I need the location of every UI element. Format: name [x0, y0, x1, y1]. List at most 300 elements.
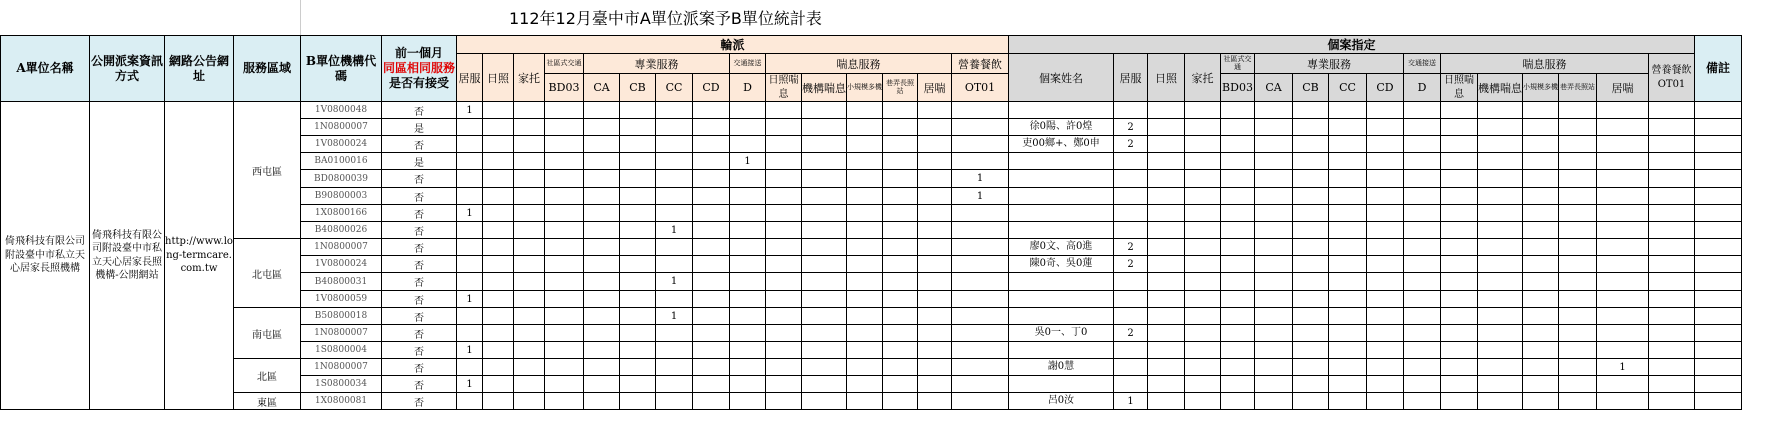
empty-cell [1329, 170, 1367, 188]
empty-cell [584, 342, 620, 359]
value-cell-name: 吏00鄉+、鄭0申 [1009, 136, 1114, 153]
rot-meal [952, 54, 1009, 74]
empty-cell [918, 342, 952, 359]
empty-cell [1221, 291, 1255, 308]
empty-cell [1114, 359, 1148, 376]
empty-cell [584, 188, 620, 205]
empty-cell [847, 325, 883, 342]
empty-cell [545, 342, 584, 359]
empty-cell [483, 325, 514, 342]
empty-cell [1597, 222, 1649, 239]
empty-cell [918, 291, 952, 308]
table-row [1, 359, 1742, 376]
empty-cell [1559, 188, 1597, 205]
empty-cell [1695, 153, 1742, 170]
empty-cell [1597, 273, 1649, 291]
case-code-d: D [1404, 74, 1441, 102]
empty-cell [1559, 102, 1597, 119]
empty-cell [952, 102, 1009, 119]
empty-cell [847, 153, 883, 170]
empty-cell [802, 393, 847, 410]
empty-cell [1185, 376, 1221, 393]
b-code-cell: 1N0800007 [301, 119, 382, 136]
case-respite: 喘息服務 [1441, 54, 1649, 74]
empty-cell [1559, 239, 1597, 256]
empty-cell [693, 136, 730, 153]
empty-cell [1478, 170, 1523, 188]
empty-cell [918, 256, 952, 273]
empty-cell [656, 239, 693, 256]
empty-cell [656, 102, 693, 119]
empty-cell [656, 393, 693, 410]
empty-cell [514, 256, 545, 273]
empty-cell [1367, 205, 1404, 222]
empty-cell [1293, 342, 1329, 359]
empty-cell [1185, 136, 1221, 153]
empty-cell [584, 325, 620, 342]
empty-cell [620, 393, 656, 410]
empty-cell [766, 188, 802, 205]
empty-cell [1441, 153, 1478, 170]
empty-cell [1478, 222, 1523, 239]
empty-cell [883, 119, 918, 136]
empty-cell [1441, 342, 1478, 359]
empty-cell [483, 256, 514, 273]
value-cell-cba: 2 [1114, 325, 1148, 342]
empty-cell [1293, 359, 1329, 376]
empty-cell [545, 102, 584, 119]
empty-cell [802, 308, 847, 325]
rot-code-cd: CD [693, 74, 730, 102]
empty-cell [802, 291, 847, 308]
empty-cell [1329, 102, 1367, 119]
rot-community: 社區式交通 [545, 54, 584, 74]
empty-cell [1009, 342, 1114, 359]
empty-cell [952, 222, 1009, 239]
empty-cell [1523, 342, 1559, 359]
rot-inst-respite: 機構喘息 [802, 74, 847, 102]
table-body [1, 102, 1742, 410]
empty-cell [1597, 153, 1649, 170]
empty-cell [693, 325, 730, 342]
empty-cell [483, 188, 514, 205]
empty-cell [1185, 222, 1221, 239]
empty-cell [1404, 188, 1441, 205]
empty-cell [1367, 153, 1404, 170]
empty-cell [1695, 273, 1742, 291]
empty-cell [1329, 136, 1367, 153]
empty-cell [1404, 376, 1441, 393]
empty-cell [802, 239, 847, 256]
empty-cell [1695, 119, 1742, 136]
value-cell-cc: 1 [656, 273, 693, 291]
accepted-cell: 否 [382, 188, 457, 205]
empty-cell [1255, 325, 1293, 342]
empty-cell [1148, 273, 1185, 291]
empty-cell [1367, 308, 1404, 325]
empty-cell [1649, 153, 1695, 170]
empty-cell [656, 119, 693, 136]
empty-cell [584, 205, 620, 222]
empty-cell [1114, 205, 1148, 222]
b-code-cell: 1V0800048 [301, 102, 382, 119]
empty-cell [1559, 273, 1597, 291]
empty-cell [766, 376, 802, 393]
value-cell-name: 徐0陽、許0煌 [1009, 119, 1114, 136]
empty-cell [483, 359, 514, 376]
empty-cell [620, 136, 656, 153]
empty-cell [1148, 153, 1185, 170]
empty-cell [730, 222, 766, 239]
empty-cell [1148, 359, 1185, 376]
empty-cell [1009, 188, 1114, 205]
empty-cell [766, 170, 802, 188]
empty-cell [1367, 325, 1404, 342]
rot-respite: 喘息服務 [766, 54, 952, 74]
empty-cell [1293, 393, 1329, 410]
empty-cell [1221, 359, 1255, 376]
empty-cell [1597, 308, 1649, 325]
empty-cell [1597, 136, 1649, 153]
area-cell: 東區 [234, 393, 301, 410]
empty-cell [1148, 342, 1185, 359]
empty-cell [584, 153, 620, 170]
empty-cell [620, 273, 656, 291]
empty-cell [620, 222, 656, 239]
empty-cell [656, 205, 693, 222]
empty-cell [1559, 119, 1597, 136]
empty-cell [483, 153, 514, 170]
empty-cell [1695, 393, 1742, 410]
value-cell-chr: 1 [1597, 359, 1649, 376]
accepted-cell: 否 [382, 205, 457, 222]
empty-cell [1649, 102, 1695, 119]
empty-cell [693, 119, 730, 136]
empty-cell [584, 102, 620, 119]
empty-cell [1329, 239, 1367, 256]
empty-cell [656, 136, 693, 153]
empty-cell [730, 291, 766, 308]
empty-cell [1523, 188, 1559, 205]
empty-cell [883, 256, 918, 273]
empty-cell [847, 222, 883, 239]
empty-cell [1404, 239, 1441, 256]
empty-cell [1329, 205, 1367, 222]
empty-cell [1478, 136, 1523, 153]
empty-cell [1148, 188, 1185, 205]
empty-cell [1523, 239, 1559, 256]
empty-cell [918, 205, 952, 222]
empty-cell [1255, 205, 1293, 222]
empty-cell [1114, 153, 1148, 170]
empty-cell [730, 359, 766, 376]
empty-cell [766, 205, 802, 222]
empty-cell [1441, 239, 1478, 256]
empty-cell [918, 153, 952, 170]
value-cell-ba: 1 [457, 291, 483, 308]
empty-cell [1597, 291, 1649, 308]
empty-cell [1523, 308, 1559, 325]
empty-cell [1293, 205, 1329, 222]
empty-cell [1367, 119, 1404, 136]
empty-cell [1009, 153, 1114, 170]
empty-cell [730, 119, 766, 136]
empty-cell [1649, 239, 1695, 256]
empty-cell [1255, 153, 1293, 170]
rot-meal-code: OT01 [952, 74, 1009, 102]
empty-cell [918, 308, 952, 325]
empty-cell [693, 239, 730, 256]
empty-cell [1478, 188, 1523, 205]
b-code-cell: B90800003 [301, 188, 382, 205]
accepted-cell: 否 [382, 291, 457, 308]
accepted-cell: 否 [382, 222, 457, 239]
empty-cell [1367, 393, 1404, 410]
empty-cell [656, 291, 693, 308]
value-cell-name: 呂0汝 [1009, 393, 1114, 410]
empty-cell [457, 136, 483, 153]
empty-cell [656, 325, 693, 342]
case-home: 居服 [1114, 54, 1148, 102]
empty-cell [730, 205, 766, 222]
case-day: 日照 [1148, 54, 1185, 102]
empty-cell [545, 119, 584, 136]
empty-cell [766, 308, 802, 325]
accepted-cell: 是 [382, 153, 457, 170]
header-case-assign: 個案指定 [1009, 36, 1695, 54]
accepted-cell: 是 [382, 119, 457, 136]
empty-cell [1523, 170, 1559, 188]
empty-cell [1597, 102, 1649, 119]
empty-cell [847, 273, 883, 291]
empty-cell [1293, 376, 1329, 393]
empty-cell [1441, 393, 1478, 410]
empty-cell [1404, 359, 1441, 376]
empty-cell [1329, 376, 1367, 393]
empty-cell [1695, 205, 1742, 222]
empty-cell [1148, 239, 1185, 256]
value-cell-d: 1 [730, 153, 766, 170]
empty-cell [457, 170, 483, 188]
empty-cell [730, 325, 766, 342]
empty-cell [514, 342, 545, 359]
header-note: 備註 [1695, 36, 1742, 102]
empty-cell [918, 136, 952, 153]
empty-cell [1255, 393, 1293, 410]
area-cell: 南屯區 [234, 308, 301, 359]
empty-cell [483, 342, 514, 359]
empty-cell [1649, 393, 1695, 410]
empty-cell [483, 239, 514, 256]
accepted-cell: 否 [382, 273, 457, 291]
case-small-multi: 小規模多機 [1523, 74, 1559, 102]
accepted-cell: 否 [382, 342, 457, 359]
case-code-ca: CA [1255, 74, 1293, 102]
empty-cell [1404, 205, 1441, 222]
empty-cell [514, 273, 545, 291]
empty-cell [1148, 393, 1185, 410]
empty-cell [766, 136, 802, 153]
empty-cell [847, 102, 883, 119]
area-cell: 西屯區 [234, 102, 301, 239]
empty-cell [1441, 170, 1478, 188]
empty-cell [883, 188, 918, 205]
empty-cell [514, 102, 545, 119]
empty-cell [1649, 136, 1695, 153]
case-foster: 家托 [1185, 54, 1221, 102]
value-cell-ba: 1 [457, 342, 483, 359]
empty-cell [766, 102, 802, 119]
empty-cell [1478, 393, 1523, 410]
empty-cell [1221, 342, 1255, 359]
table-row [1, 239, 1742, 256]
empty-cell [847, 256, 883, 273]
empty-cell [730, 170, 766, 188]
empty-cell [514, 136, 545, 153]
empty-cell [730, 376, 766, 393]
empty-cell [620, 376, 656, 393]
accepted-cell: 否 [382, 325, 457, 342]
empty-cell [1441, 222, 1478, 239]
empty-cell [1329, 119, 1367, 136]
empty-cell [1695, 325, 1742, 342]
empty-cell [1649, 273, 1695, 291]
empty-cell [1404, 308, 1441, 325]
empty-cell [1559, 376, 1597, 393]
value-cell-ba: 1 [457, 376, 483, 393]
empty-cell [1221, 102, 1255, 119]
empty-cell [1367, 239, 1404, 256]
empty-cell [584, 119, 620, 136]
case-elder: 巷弄長照站 [1559, 74, 1597, 102]
empty-cell [1478, 376, 1523, 393]
empty-cell [1695, 291, 1742, 308]
empty-cell [457, 153, 483, 170]
empty-cell [1478, 102, 1523, 119]
empty-cell [483, 308, 514, 325]
empty-cell [883, 239, 918, 256]
empty-cell [730, 239, 766, 256]
empty-cell [1649, 119, 1695, 136]
empty-cell [883, 136, 918, 153]
empty-cell [1559, 256, 1597, 273]
empty-cell [584, 376, 620, 393]
empty-cell [1597, 239, 1649, 256]
empty-cell [1478, 153, 1523, 170]
empty-cell [1185, 273, 1221, 291]
empty-cell [620, 102, 656, 119]
empty-cell [457, 256, 483, 273]
empty-cell [1597, 256, 1649, 273]
empty-cell [883, 342, 918, 359]
empty-cell [1695, 136, 1742, 153]
empty-cell [1404, 102, 1441, 119]
value-cell-cc: 1 [656, 308, 693, 325]
empty-cell [1009, 102, 1114, 119]
empty-cell [730, 256, 766, 273]
empty-cell [545, 376, 584, 393]
empty-cell [1695, 170, 1742, 188]
empty-cell [584, 308, 620, 325]
b-code-cell: 1X0800081 [301, 393, 382, 410]
empty-cell [1523, 102, 1559, 119]
empty-cell [620, 256, 656, 273]
empty-cell [1114, 188, 1148, 205]
empty-cell [656, 359, 693, 376]
empty-cell [1404, 393, 1441, 410]
empty-cell [545, 256, 584, 273]
rot-elder: 巷弄長照站 [883, 74, 918, 102]
empty-cell [584, 393, 620, 410]
rot-meal-label: 營養餐飲 [958, 57, 1002, 71]
empty-cell [730, 308, 766, 325]
empty-cell [1114, 273, 1148, 291]
empty-cell [802, 153, 847, 170]
case-home-respite: 居喘 [1597, 74, 1649, 102]
empty-cell [847, 342, 883, 359]
empty-cell [1649, 376, 1695, 393]
empty-cell [457, 308, 483, 325]
empty-cell [514, 170, 545, 188]
empty-cell [1559, 222, 1597, 239]
empty-cell [766, 359, 802, 376]
empty-cell [1255, 119, 1293, 136]
empty-cell [1559, 153, 1597, 170]
empty-cell [730, 273, 766, 291]
empty-cell [457, 273, 483, 291]
accepted-cell: 否 [382, 102, 457, 119]
empty-cell [1367, 256, 1404, 273]
b-code-cell: B50800018 [301, 308, 382, 325]
empty-cell [514, 205, 545, 222]
value-cell-name: 吳0一、丁0 [1009, 325, 1114, 342]
empty-cell [693, 222, 730, 239]
empty-cell [1523, 273, 1559, 291]
empty-cell [545, 222, 584, 239]
empty-cell [1367, 136, 1404, 153]
header-rotation: 輪派 [457, 36, 1009, 54]
empty-cell [918, 170, 952, 188]
empty-cell [1185, 119, 1221, 136]
case-transport: 交通接送 [1404, 54, 1441, 74]
empty-cell [1293, 102, 1329, 119]
empty-cell [766, 291, 802, 308]
empty-cell [1329, 308, 1367, 325]
empty-cell [1649, 308, 1695, 325]
b-code-cell: 1V0800059 [301, 291, 382, 308]
empty-cell [883, 308, 918, 325]
empty-cell [1185, 256, 1221, 273]
rot-day-respite: 日照喘息 [766, 74, 802, 102]
empty-cell [847, 188, 883, 205]
empty-cell [1695, 256, 1742, 273]
empty-cell [483, 136, 514, 153]
empty-cell [802, 325, 847, 342]
empty-cell [620, 170, 656, 188]
accepted-cell: 否 [382, 393, 457, 410]
unit-name-cell: 倚飛科技有限公司附設臺中市私立天心居家長照機構 [1, 102, 90, 410]
empty-cell [483, 170, 514, 188]
empty-cell [847, 393, 883, 410]
empty-cell [620, 308, 656, 325]
empty-cell [1255, 273, 1293, 291]
empty-cell [1559, 325, 1597, 342]
empty-cell [1649, 188, 1695, 205]
empty-cell [656, 170, 693, 188]
empty-cell [1114, 222, 1148, 239]
rot-code-bd03: BD03 [545, 74, 584, 102]
empty-cell [514, 359, 545, 376]
